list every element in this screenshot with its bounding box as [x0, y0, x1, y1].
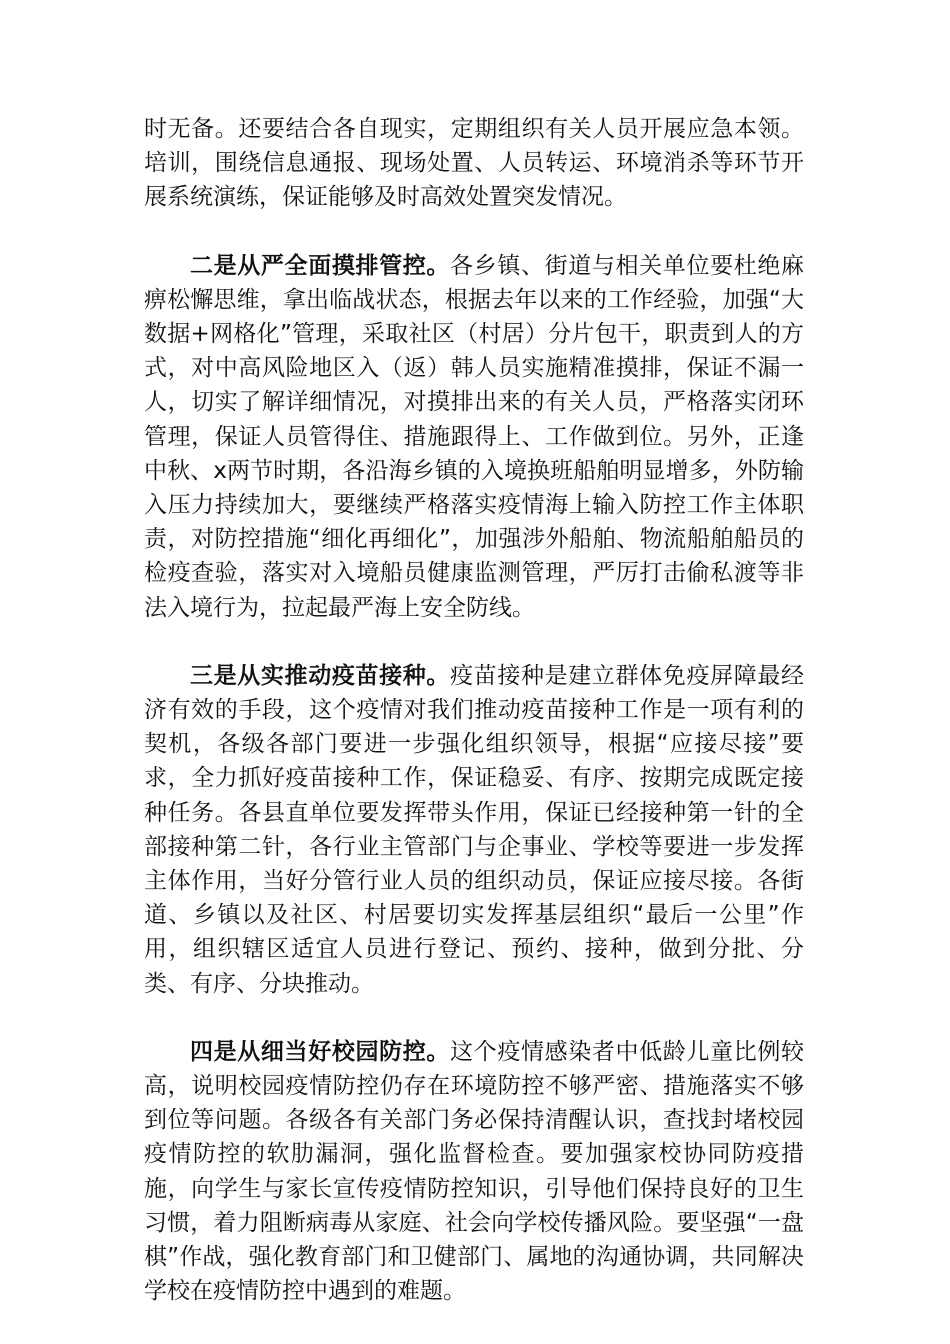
paragraph-heading: 三是从实推动疫苗接种。: [190, 662, 451, 689]
paragraph-continuation: [144, 112, 804, 215]
paragraph-heading: 四是从细当好校园防控。: [190, 1038, 451, 1065]
paragraph-text: 时无备。还要结合各自现实，定期组织有关人员开展应急本领。培训，围绕信息通报、现场处置、人员转运、环境消杀等环节开展系统演练，保证能够及时高效处置突发情况。: [144, 116, 804, 211]
paragraph-text: 各乡镇、街道与相关单位要杜绝麻痹松懈思维，拿出临战状态，根据去年以来的工作经验，加强“大数据+网格化”管理，采取社区（村居）分片包干，职责到人的方式，对中高风险地区入（返）韩人员实施精准摸排，保证不漏一人，切实了解详细情况，对摸排出来的有关人员，严格落实闭环管理，保证人员管得住、措施跟得上、工作做到位。另外，正逢中秋、x两节时期，各沿海乡镇的入境换班船舶明显增多，外防输入压力持续加大，要继续严格落实疫情海上输入防控工作主体职责，对防控措施“细化再细化”，加强涉外船舶、物流船舶船员的检疫查验，落实对入境船员健康监测管理，严厉打击偷私渡等非法入境行为，拉起最严海上安全防线。: [144, 252, 805, 621]
paragraph-strict-screening: [144, 249, 804, 625]
paragraph-vaccination: [144, 659, 804, 1001]
paragraph-text: 这个疫情感染者中低龄儿童比例较高，说明校园疫情防控仍存在环境防控不够严密、措施落实不够到位等问题。各级各有关部门务必保持清醒认识，查找封堵校园疫情防控的软肋漏洞，强化监督检查。要加强家校协同防疫措施，向学生与家长宣传疫情防控知识，引导他们保持良好的卫生习惯，着力阻断病毒从家庭、社会向学校传播风险。要坚强“一盘棋”作战，强化教育部门和卫健部门、属地的沟通协调，共同解决学校在疫情防控中遇到的难题。: [144, 1038, 805, 1305]
paragraph-heading: 二是从严全面摸排管控。: [190, 252, 451, 279]
paragraph-text: 疫苗接种是建立群体免疫屏障最经济有效的手段，这个疫情对我们推动疫苗接种工作是一项有利的契机，各级各部门要进一步强化组织领导，根据“应接尽接”要求，全力抓好疫苗接种工作，保证稳妥、有序、按期完成既定接种任务。各县直单位要发挥带头作用，保证已经接种第一针的全部接种第二针，各行业主管部门与企事业、学校等要进一步发挥主体作用，当好分管行业人员的组织动员，保证应接尽接。各街道、乡镇以及社区、村居要切实发挥基层组织“最后一公里”作用，组织辖区适宜人员进行登记、预约、接种，做到分批、分类、有序、分块推动。: [144, 662, 805, 997]
document-body: [144, 112, 804, 1309]
paragraph-campus-prevention: [144, 1035, 804, 1309]
